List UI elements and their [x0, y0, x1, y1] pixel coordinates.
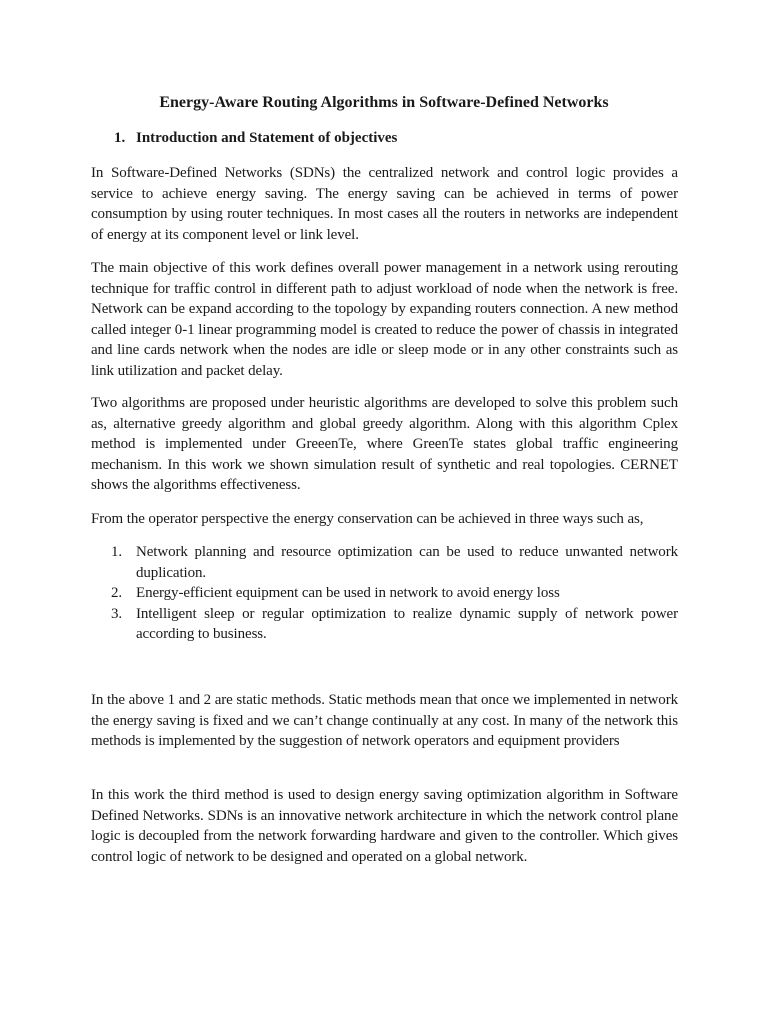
section-heading-text: Introduction and Statement of objectives: [136, 130, 398, 146]
paragraph-third-method: In this work the third method is used to design energy saving optimization algorithm in Software Defined Networks. SDNs is an innovative network architecture in which the network control plane logic is decoupled from the network forwarding hardware and given to the controller. Which gives control logic of network to be designed and operated on a global network.: [91, 787, 678, 865]
list-item-text: Intelligent sleep or regular optimization to realize dynamic supply of network power according to business.: [136, 605, 678, 642]
section-heading: [114, 128, 397, 148]
numbered-list: [91, 542, 678, 645]
paragraph-operator-perspective: From the operator perspective the energy conservation can be achieved in three ways such as,: [91, 511, 644, 527]
list-item: [91, 542, 678, 583]
paragraph-objective: The main objective of this work defines overall power management in a network using rerouting technique for traffic control in different path to adjust workload of node when the network is free. Network can be expand according to the topology by expanding routers connection. A new method called integer 0-1 linear programming model is created to reduce the power of chassis in integrated and line cards network when the nodes are idle or sleep mode or in any other constraints such as link utilization and packet delay.: [91, 260, 678, 379]
section-number: 1.: [114, 130, 126, 146]
paragraph-algorithms: Two algorithms are proposed under heuristic algorithms are developed to solve this problem such as, alternative greedy algorithm and global greedy algorithm. Along with this algorithm Cplex method is implemented under GreeenTe, where GreenTe states global traffic engineering mechanism. In this work we shown simulation result of synthetic and real topologies. CERNET shows the algorithms effectiveness.: [91, 395, 678, 493]
list-item-number: 3.: [111, 605, 123, 622]
list-item-text: Network planning and resource optimization can be used to reduce unwanted network duplication.: [136, 544, 678, 581]
list-item-number: 2.: [111, 585, 123, 601]
list-item-number: 1.: [111, 544, 123, 560]
paragraph-intro: In Software-Defined Networks (SDNs) the centralized network and control logic provides a service to achieve energy saving. The energy saving can be achieved in terms of power consumption by using router techniques. In most cases all the routers in networks are independent of energy at its component level or link level.: [91, 165, 678, 243]
list-item: [91, 583, 678, 604]
document-title: Energy-Aware Routing Algorithms in Software-Defined Networks: [159, 94, 609, 111]
paragraph-static-methods: In the above 1 and 2 are static methods. Static methods mean that once we implemented in network the energy saving is fixed and we can’t change continually at any cost. In many of the network this methods is implemented by the suggestion of network operators and equipment providers: [91, 692, 678, 749]
list-item-text: Energy-efficient equipment can be used in network to avoid energy loss: [136, 585, 560, 601]
list-item: [91, 604, 678, 645]
